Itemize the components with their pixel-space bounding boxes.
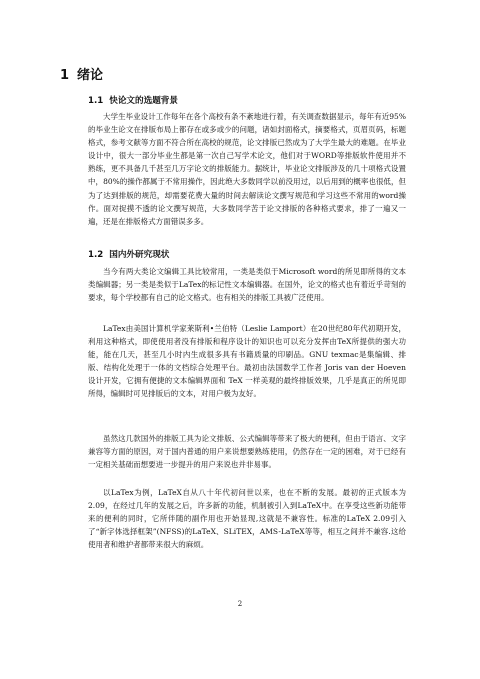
paragraph-editors-overview: 当今有两大类论文编辑工具比较常用，一类是类似于Microsoft word的所见即所得的文本类编辑器；另一类是类似于LaTex的标记性文本编辑器。在国外，论文的格式也有着近乎苛刻的要求，每个学校都有自己的论文格式。也有相关的排版工具被广泛使用。 <box>88 267 406 303</box>
section-heading-1-2 <box>88 248 169 260</box>
paragraph-tool-difficulties: 虽然这几款国外的排版工具为论文排版、公式编辑等带来了极大的便利，但由于语言、文字兼容等方面的原因，对于国内普通的用户来说想要熟练使用，仍然存在一定的困难，对于已经有一定相关基础而想要进一步提升的用户来说也并非易事。 <box>88 434 406 470</box>
section-title: 国内外研究现状 <box>109 250 170 260</box>
paragraph-background: 大学生毕业设计工作每年在各个高校有条不紊地进行着，有关调查数据显示，每年有近95%的毕业生论文在排版布局上都存在或多或少的问题，诸如封面格式，摘要格式，页眉页码，标题格式，参考文献等方面不符合所在高校的规范，论文排版已然成为了大学生最大的难题。在毕业设计中，很大一部分毕业生都是第一次自己写学术论文，他们对于WORD等排版软件使用并不熟练，更不具备几千甚至几万字论文的排版能力。据统计，毕业论文排版涉及的几十项格式设置中，80%的操作都属于不常用操作，因此绝大多数同学以前没用过，以后用到的概率也很低，但为了达到排版的规范，却需要花费大量的时间去解读论文撰写规范和学习这些不常用的word操作。面对捉摸不透的论文撰写规范，大多数同学苦于论文排版的各种格式要求，排了一遍又一遍，还是在排版格式方面错误多多。 <box>88 112 406 226</box>
paragraph-latex-history: LaTex由美国计算机学家莱斯利•兰伯特（Leslie Lamport）在20世纪80年代初期开发，利用这种格式，即使使用者没有排版和程序设计的知识也可以充分发挥由TeX所提供的强大功能，能在几天，甚至几小时内生成很多具有书籍质量的印刷品。GNU texmac是集编辑、排版、结构化处理于一体的文档综合处理平台。最初由法国数学工作者 Joris van der Hoeven 设计开发，它拥有便捷的文本编辑界面和 TeX 一样美观的最终排版效果，几乎是真正的所见即所得，编辑时可见排版后的文本，对用户极为友好。 <box>88 324 406 399</box>
paragraph-latex-compatibility: 以LaTex为例，LaTeX自从八十年代初问世以来，也在不断的发展。最初的正式版本为2.09，在经过几年的发展之后，许多新的功能，机制被引入到LaTeX中。在享受这些新功能带来的便利的同时，它所伴随的副作用也开始显现,这就是不兼容性。标准的LaTeX 2.09引入了“新字体选择框架”(NFSS)的LaTeX、SLiTEX，AMS-LaTeX等等，相互之间并不兼容.这给使用者和维护者都带来很大的麻烦。 <box>88 488 406 550</box>
chapter-heading <box>60 64 103 83</box>
page-number: 2 <box>237 600 243 608</box>
section-number: 1.1 <box>88 96 104 106</box>
section-title: 快论文的选题背景 <box>109 96 178 106</box>
section-number: 1.2 <box>88 250 104 260</box>
chapter-title: 绪论 <box>77 68 104 83</box>
chapter-number: 1 <box>60 68 70 83</box>
section-heading-1-1 <box>88 94 178 106</box>
